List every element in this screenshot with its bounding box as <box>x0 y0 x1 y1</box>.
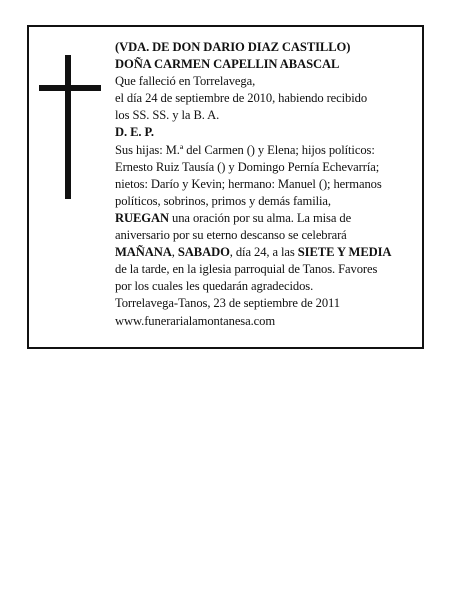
death-line-2: el día 24 de septiembre de 2010, habiendo recibido <box>115 91 368 106</box>
comma-separator: , <box>171 245 178 260</box>
family-line-2: Ernesto Ruiz Tausía () y Domingo Pernía Echevarría; <box>115 159 380 174</box>
dep-line: D. E. P. <box>115 125 154 140</box>
deceased-name: DOÑA CARMEN CAPELLIN ABASCAL <box>115 57 340 72</box>
place-date-line: Torrelavega-Tanos, 23 de septiembre de 2011 <box>115 296 340 311</box>
mass-line-5: por los cuales les quedarán agradecidos. <box>115 279 314 294</box>
widow-of-line: (VDA. DE DON DARIO DIAZ CASTILLO) <box>115 40 351 54</box>
family-line-4: políticos, sobrinos, primos y demás familia, <box>115 193 331 208</box>
death-line-1: Que falleció en Torrelavega, <box>115 74 256 89</box>
cross-horizontal-bar <box>39 85 101 91</box>
ruegan-rest: una oración por su alma. La misa de <box>168 210 352 225</box>
obituary-notice <box>27 25 424 349</box>
notice-text <box>115 39 420 330</box>
mass-time: SIETE Y MEDIA <box>297 245 392 260</box>
sabado-word: SABADO <box>177 245 230 260</box>
mass-line-2: aniversario por su eterno descanso se celebrará <box>115 228 347 243</box>
manana-word: MAÑANA <box>115 245 172 260</box>
day-text: , día 24, a las <box>229 245 298 260</box>
mass-line-3 <box>115 244 420 261</box>
cross-vertical-bar <box>65 55 71 199</box>
death-line-3: los SS. SS. y la B. A. <box>115 108 220 123</box>
cross-icon <box>39 55 101 199</box>
website-line: www.funerarialamontanesa.com <box>115 313 276 328</box>
mass-line-4: de la tarde, en la iglesia parroquial de Tanos. Favores <box>115 262 378 277</box>
family-line-3: nietos: Darío y Kevin; hermano: Manuel (); hermanos <box>115 176 382 191</box>
ruegan-word: RUEGAN <box>115 210 169 225</box>
family-line-1: Sus hijas: M.ª del Carmen () y Elena; hijos políticos: <box>115 142 375 157</box>
mass-line-1 <box>115 210 420 227</box>
